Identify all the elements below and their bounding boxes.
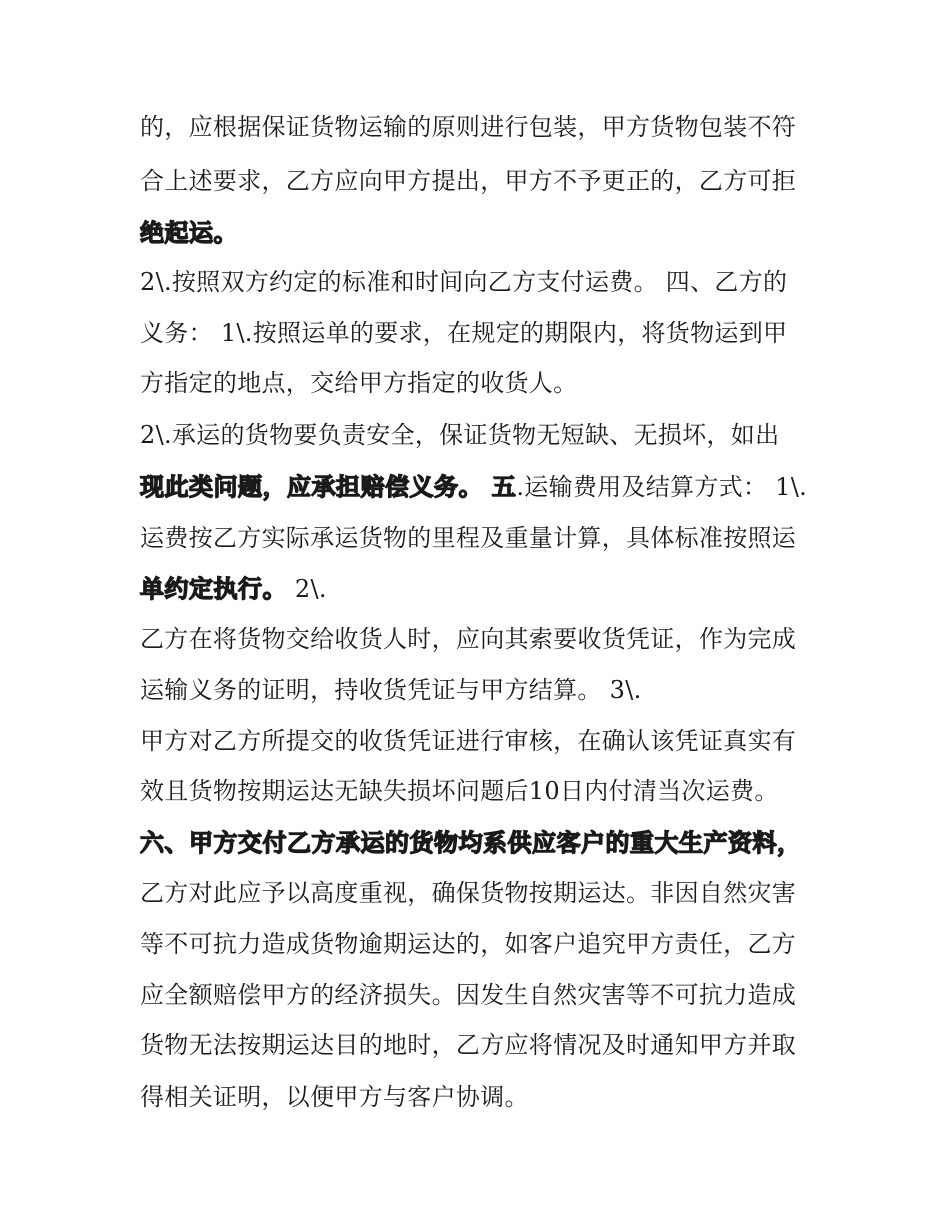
- text-segment: 运输义务的证明，持收货凭证与甲方结算。 3\.: [140, 676, 642, 704]
- text-segment: 方指定的地点，交给甲方指定的收货人。: [140, 369, 578, 397]
- text-segment: 效且货物按期运达无缺失损坏问题后10日内付清当次运费。: [140, 777, 779, 805]
- text-segment: 的，应根据保证货物运输的原则进行包装，甲方货物包装不符: [140, 113, 797, 141]
- text-line: [140, 521, 820, 555]
- text-line: [140, 826, 820, 860]
- outlined-text-segment: 六、甲方交付乙方承运的货物均系供应客户的重大生产资料，: [140, 828, 802, 857]
- outlined-text-segment: 绝起运。: [140, 218, 238, 247]
- text-segment: 运费按乙方实际承运货物的里程及重量计算，具体标准按照运: [140, 524, 797, 552]
- text-segment: 2\.按照双方约定的标准和时间向乙方支付运费。 四、乙方的: [140, 268, 788, 296]
- text-line: [140, 164, 820, 198]
- text-line: [140, 927, 820, 961]
- text-segment: 得相关证明，以便甲方与客户协调。: [140, 1083, 529, 1111]
- text-line: [140, 316, 820, 350]
- text-line: [140, 774, 820, 808]
- text-line: [140, 978, 820, 1012]
- outlined-text-segment: 现此类问题，应承担赔偿义务。 五: [140, 472, 517, 501]
- text-segment: 乙方对此应予以高度重视，确保货物按期运达。非因自然灾害: [140, 879, 797, 907]
- text-segment: 合上述要求，乙方应向甲方提出，甲方不予更正的，乙方可拒: [140, 167, 797, 195]
- text-line: [140, 572, 820, 606]
- text-line: [140, 1028, 820, 1062]
- text-line: [140, 265, 820, 299]
- text-line: [140, 724, 820, 758]
- text-segment: 乙方在将货物交给收货人时，应向其索要收货凭证，作为完成: [140, 625, 797, 653]
- text-line: [140, 876, 820, 910]
- text-segment: 甲方对乙方所提交的收货凭证进行审核，在确认该凭证真实有: [140, 727, 797, 755]
- text-line: [140, 470, 820, 504]
- text-line: [140, 418, 820, 452]
- text-segment: 义务： 1\.按照运单的要求，在规定的期限内，将货物运到甲: [140, 319, 788, 347]
- text-segment: 2\.: [287, 575, 327, 603]
- text-line: [140, 673, 820, 707]
- text-segment: 等不可抗力造成货物逾期运达的，如客户追究甲方责任，乙方: [140, 930, 797, 958]
- text-segment: 2\.承运的货物要负责安全，保证货物无短缺、无损坏，如出: [140, 421, 780, 449]
- text-line: [140, 216, 820, 250]
- outlined-text-segment: 单约定执行。: [140, 574, 287, 603]
- text-segment: .运输费用及结算方式： 1\.: [516, 473, 808, 501]
- text-line: [140, 1080, 820, 1114]
- text-line: [140, 110, 820, 144]
- text-line: [140, 366, 820, 400]
- text-segment: 应全额赔偿甲方的经济损失。因发生自然灾害等不可抗力造成: [140, 981, 797, 1009]
- text-segment: 货物无法按期运达目的地时，乙方应将情况及时通知甲方并取: [140, 1031, 797, 1059]
- text-line: [140, 622, 820, 656]
